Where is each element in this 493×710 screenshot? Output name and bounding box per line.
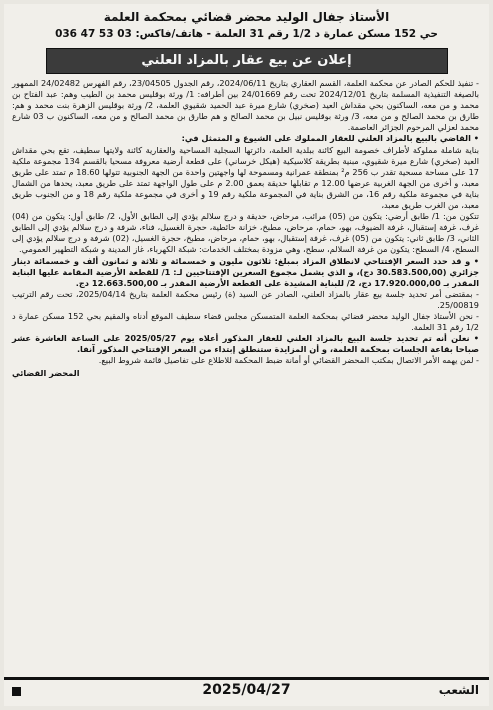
- publication-date: 2025/04/27: [202, 682, 291, 698]
- newspaper-name: الشعب: [438, 683, 479, 697]
- paragraph: - لمن يهمه الأمر الاتصال بمكتب المحضر القضائي أو أمانة ضبط المحكمة للاطلاع على تفاصيل قائمة شروط البيع.: [98, 355, 479, 366]
- paragraph: بناية شاملة مملوكة لأطراف خصومة البيع كائنة ببلدية العلمة، دائرتها السجلية المساحية والعقارية كائنة ولايتها سطيف، تقع بحي مقداش العيد (صخري) شارع ميرة شقيوي، مبنية بطريقة كلاسيكية (هيكل خرساني) على قطعة أرضية معروفة مسحيا بالقسم 134 مجموعة ملكية 17 على مساحة مسحية تقدر ب 256 م² بمنطقة عمرانية ومسموحة لها واجهتين واحدة من الجهة الجنوبية تتولها 18.60 م تمتد على طريق معبد، و أخرى من الجهة الغربية عرضها 12.00 م تقابلها حديقة بعمق 2.00 م على طول الواجهة تمتد على طريق معبد، يحدها من الشمال بناية في مجموعة ملكية رقم 16، من الشرق بناية في المجموعة ملكية رقم 19 و أخرى في مجموعة ملكية رقم 18 و من الجنوب طريق معبد، من الغرب طريق معبد،: [12, 144, 480, 211]
- announcement-body: [4, 78, 489, 366]
- page-footer: [4, 677, 489, 706]
- square-mark-icon: [12, 687, 21, 696]
- paragraph: • نعلن أنه تم تحديد جلسة البيع بالمزاد العلني للعقار المذكور أعلاه يوم 2025/05/27 على الساعة العاشرة عشر صباحا بقاعة الجلسات بمحكمة العلمة، و أن المزايدة ستنطلق إبتداء من السعر الإفتتاحي المذكور آنفا.: [12, 333, 479, 355]
- paragraph: تتكون من: 1/ طابق أرضي: يتكون من (05) مرائب، مرحاض، حديقة و درج سلالم يؤدي إلى الطابق الأول، 2/ طابق أول: يتكون من (04) غرف، غرفة إستقبال، غرفة الضيوف، بهو، حمام، مرحاض، مطبخ، خزانة حائطية، حجرة الغسيل، فناء، شرفة و درج سلالم يؤدي إلى الطابق الثاني، 3/ طابق ثاني: يتكون من (05) غرف، غرفة إستقبال، بهو، حمام، مرحاض، مطبخ، حجرة الغسيل، (02) شرفة و درج سلالم يؤدي إلى السطح، 4/ السطح: يتكون من غرفة السلالم، سطح، وهي مزودة بمختلف الخدمات: شبكة الكهرباء، غاز المدينة و شبكة التطهير العمومي.: [12, 211, 479, 255]
- paragraph: • القاضي بالبيع بالمزاد العلني للعقار المملوك على الشيوع و المتمثل في:: [181, 133, 479, 144]
- bailiff-address: حي 152 مسكن عمارة د 1/2 رقم 31 العلمة - هاتف/فاكس: 03 53 47 036: [55, 28, 438, 40]
- paragraph: - نحن الأستاذ جفال الوليد محضر قضائي بمحكمة العلمة المتمسكن مجلس قضاء سطيف الموقع أدناه والمقيم بحي 152 مسكن عمارة د 1/2 رقم 31 العلمة.: [12, 310, 479, 333]
- signature: المحضر القضائي: [12, 368, 80, 379]
- announcement-title: إعلان عن بيع عقار بالمزاد العلني: [46, 48, 448, 74]
- bailiff-header: [4, 8, 489, 42]
- paragraph: - بمقتضى أمر تحديد جلسة بيع عقار بالمزاد العلني، الصادر عن السيد (ة) رئيس محكمة العلمة بتاريخ 2025/04/14، تحت رقم الترتيب 25/00819.: [12, 288, 479, 310]
- bailiff-name: الأستاذ جفال الوليد محضر قضائي بمحكمة العلمة: [103, 10, 390, 24]
- announcement-page: [4, 4, 489, 706]
- paragraph: • و قد حدد السعر الإفتتاحي لانطلاق المزاد بمبلغ: ثلاثون مليون و خمسمائة و ثلاثة و ثمانون ألف و خمسمائة دينار جزائري (30.583.500,00 دج)، و الذي يشمل مجموع السعرين الإفتتاحيين لـ: 1/ للقطعة الأرضية المقامة عليها البناية المقدر بـ 17.920.000,00 دج، 2/ للبناية المشيدة على القطعة الأرضية المقدر بـ 12.663.500,00 دج.: [12, 255, 479, 288]
- paragraph: - تنفيذ للحكم الصادر عن محكمة العلمة، القسم العقاري بتاريخ 2024/06/11، رقم الجدول 23/04505، رقم الفهرس 24/02482 الممهور بالصيغة التنفيذية المسلمة بتاريخ 2024/12/01 تحت رقم 24/01669 بين أطرافه: 1/ ورثة بوقليس محمد بن الطيب وهم: عبد الفتاح بن محمد و من معه، الساكنون بحي مقداش العيد (صخري) شارع ميرة عبد الحميد شقيوي العلمة، 2/ ورثة بوقليس الزهرة بنت محمد و هم: طارق بن محمد الصالح و من معه، 3/ ورثة بوقليس نبيل بن محمد الصالح و هم طارق بن محمد الصالح و من معه، الساكنون ب 03 شارع محمد لعزلي المرحوم الجزائر العاصمة.: [12, 78, 480, 133]
